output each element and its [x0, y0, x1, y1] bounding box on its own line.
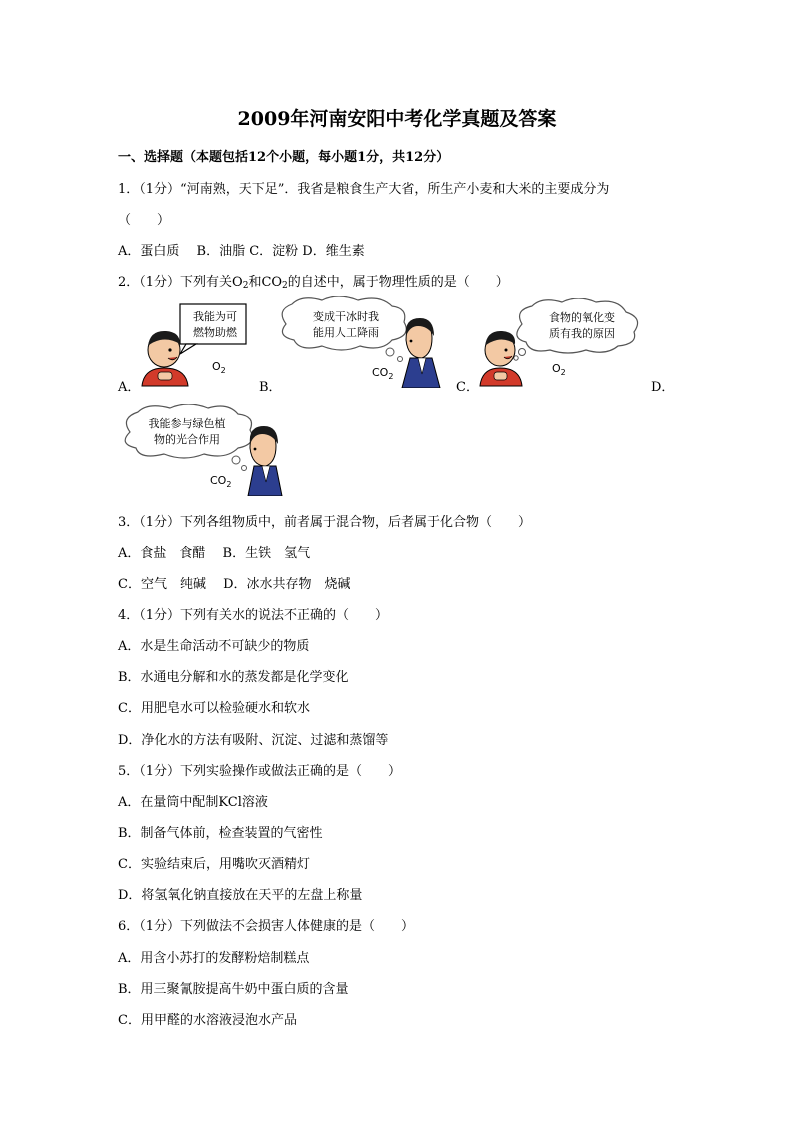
- figure-c-bubble-line1: 食物的氧化变: [549, 311, 615, 324]
- question-1-options: A．蛋白质 B．油脂 C．淀粉 D．维生素: [118, 244, 365, 259]
- figure-d-formula: [210, 474, 231, 489]
- question-4-option-b: B．水通电分解和水的蒸发都是化学变化: [118, 670, 349, 685]
- figure-d-bubble-line1: 我能参与绿色植: [148, 417, 226, 430]
- question-2-stem-mid: 和CO: [248, 275, 283, 290]
- question-5-option-b: B．制备气体前，检查装置的气密性: [118, 826, 323, 841]
- page-title: 2009年河南安阳中考化学真题及答案: [237, 108, 557, 130]
- figure-c-formula: [552, 362, 566, 377]
- formula-text: O: [552, 362, 561, 375]
- figure-a-o2: [140, 300, 255, 390]
- question-6-option-b: B．用三聚氰胺提高牛奶中蛋白质的含量: [118, 982, 349, 997]
- question-2-stem-pre: 2．（1分）下列有关O: [118, 275, 243, 290]
- figure-b-bubble-line2: 能用人工降雨: [313, 326, 379, 339]
- figure-b-bubble-line1: 变成干冰时我: [313, 310, 379, 323]
- question-5-stem: 5．（1分）下列实验操作或做法正确的是（ ）: [118, 764, 402, 779]
- figure-c-o2: [478, 298, 648, 390]
- question-6-option-c: C．用甲醛的水溶液浸泡水产品: [118, 1013, 297, 1028]
- question-4-option-c: C．用肥皂水可以检验硬水和软水: [118, 701, 310, 716]
- figure-a-bubble-line2: 燃物助燃: [193, 326, 237, 339]
- question-1-bracket: （ ）: [118, 213, 171, 228]
- formula-subscript: 2: [560, 368, 566, 378]
- figure-b-formula: [372, 366, 393, 381]
- question-3-options-cd: C．空气 纯碱 D．冰水共存物 烧碱: [118, 577, 351, 592]
- option-a-label: A．: [118, 380, 141, 395]
- figure-c-bubble-line2: 质有我的原因: [549, 327, 615, 340]
- question-4-option-a: A．水是生命活动不可缺少的物质: [118, 639, 310, 654]
- section-heading: 一、选择题（本题包括12个小题，每小题1分，共12分）: [118, 150, 450, 165]
- question-5-option-a: A．在量筒中配制KCl溶液: [118, 795, 268, 810]
- option-c-label: C．: [456, 380, 479, 395]
- formula-text: CO: [372, 366, 389, 379]
- question-3-stem: 3．（1分）下列各组物质中，前者属于混合物，后者属于化合物（ ）: [118, 515, 532, 530]
- question-3-options-ab: A．食盐 食醋 B．生铁 氢气: [118, 546, 311, 561]
- formula-subscript: 2: [388, 372, 394, 382]
- formula-subscript: 2: [226, 480, 232, 490]
- formula-text: CO: [210, 474, 227, 487]
- question-2-stem-post: 的自述中，属于物理性质的是（ ）: [287, 275, 509, 290]
- subscript: 2: [242, 281, 249, 291]
- option-b-label: B．: [259, 380, 282, 395]
- option-d-label: D．: [651, 380, 675, 395]
- figure-d-co2: [118, 404, 284, 496]
- figure-d-bubble-line2: 物的光合作用: [154, 433, 220, 446]
- formula-text: O: [212, 360, 221, 373]
- formula-subscript: 2: [220, 366, 226, 376]
- figure-a-bubble-line1: 我能为可: [193, 310, 237, 323]
- subscript: 2: [282, 281, 288, 291]
- question-5-option-c: C．实验结束后，用嘴吹灭酒精灯: [118, 857, 310, 872]
- figure-a-formula: [212, 360, 226, 375]
- figure-b-co2: [272, 296, 444, 388]
- question-1-stem: 1．（1分）“河南熟，天下足”．我省是粮食生产大省，所生产小麦和大米的主要成分为: [118, 182, 610, 197]
- question-5-option-d: D．将氢氧化钠直接放在天平的左盘上称量: [118, 888, 363, 903]
- question-6-stem: 6．（1分）下列做法不会损害人体健康的是（ ）: [118, 919, 415, 934]
- question-6-option-a: A．用含小苏打的发酵粉焙制糕点: [118, 951, 310, 966]
- question-4-option-d: D．净化水的方法有吸附、沉淀、过滤和蒸馏等: [118, 733, 389, 748]
- question-2-stem: [118, 271, 509, 291]
- question-4-stem: 4．（1分）下列有关水的说法不正确的（ ）: [118, 608, 389, 623]
